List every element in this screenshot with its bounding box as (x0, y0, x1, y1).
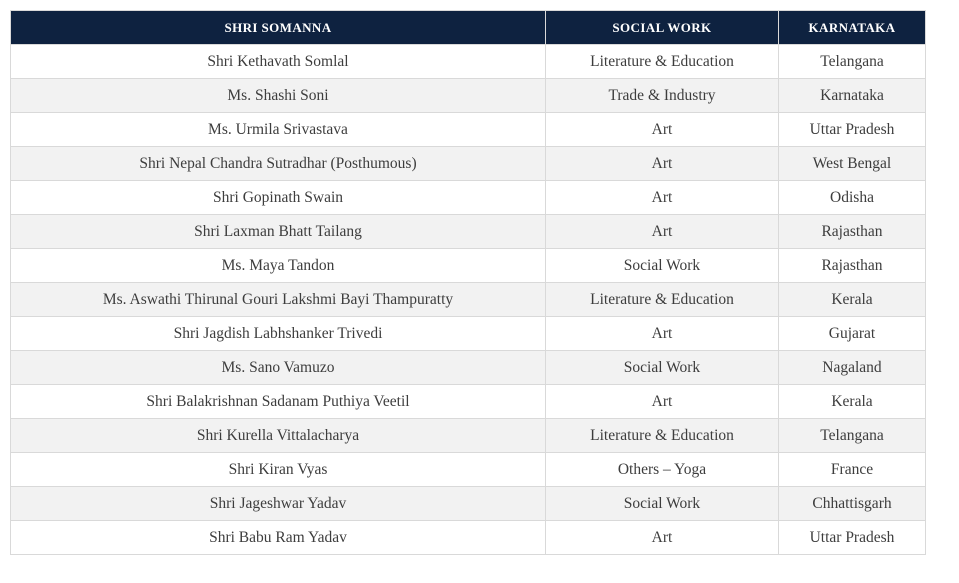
table-row (11, 113, 926, 147)
cell-awardee-name: Ms. Shashi Soni (11, 79, 546, 113)
table-row (11, 453, 926, 487)
cell-awardee-name: Shri Laxman Bhatt Tailang (11, 215, 546, 249)
cell-awardee-name: Ms. Aswathi Thirunal Gouri Lakshmi Bayi Thampuratty (11, 283, 546, 317)
cell-awardee-name: Ms. Maya Tandon (11, 249, 546, 283)
cell-state: Gujarat (779, 317, 926, 351)
table-row (11, 283, 926, 317)
cell-state: Odisha (779, 181, 926, 215)
cell-awardee-name: Shri Babu Ram Yadav (11, 521, 546, 555)
table-row (11, 317, 926, 351)
cell-field: Art (546, 147, 779, 181)
table-row (11, 385, 926, 419)
cell-state: Chhattisgarh (779, 487, 926, 521)
table-row (11, 181, 926, 215)
cell-state: Uttar Pradesh (779, 113, 926, 147)
cell-field: Art (546, 317, 779, 351)
cell-state: Telangana (779, 45, 926, 79)
table-row (11, 487, 926, 521)
cell-state: Kerala (779, 283, 926, 317)
cell-state: France (779, 453, 926, 487)
cell-field: Social Work (546, 249, 779, 283)
cell-awardee-name: Shri Jageshwar Yadav (11, 487, 546, 521)
column-header-field: SOCIAL WORK (546, 11, 779, 45)
cell-awardee-name: Ms. Urmila Srivastava (11, 113, 546, 147)
cell-state: Nagaland (779, 351, 926, 385)
table-body (11, 45, 926, 555)
awards-table-container (10, 10, 925, 555)
column-header-state: KARNATAKA (779, 11, 926, 45)
cell-awardee-name: Shri Kethavath Somlal (11, 45, 546, 79)
cell-awardee-name: Shri Balakrishnan Sadanam Puthiya Veetil (11, 385, 546, 419)
table-row (11, 79, 926, 113)
cell-field: Others – Yoga (546, 453, 779, 487)
cell-field: Literature & Education (546, 419, 779, 453)
cell-field: Art (546, 181, 779, 215)
cell-awardee-name: Shri Nepal Chandra Sutradhar (Posthumous) (11, 147, 546, 181)
cell-state: Telangana (779, 419, 926, 453)
table-header (11, 11, 926, 45)
table-row (11, 215, 926, 249)
table-row (11, 249, 926, 283)
cell-awardee-name: Shri Kurella Vittalacharya (11, 419, 546, 453)
cell-awardee-name: Shri Kiran Vyas (11, 453, 546, 487)
cell-state: Karnataka (779, 79, 926, 113)
cell-awardee-name: Shri Gopinath Swain (11, 181, 546, 215)
cell-field: Art (546, 113, 779, 147)
cell-field: Social Work (546, 351, 779, 385)
table-header-row (11, 11, 926, 45)
cell-field: Art (546, 521, 779, 555)
cell-state: Rajasthan (779, 215, 926, 249)
table-row (11, 419, 926, 453)
cell-awardee-name: Ms. Sano Vamuzo (11, 351, 546, 385)
column-header-awardee: SHRI SOMANNA (11, 11, 546, 45)
cell-field: Art (546, 385, 779, 419)
awards-table (10, 10, 926, 555)
cell-awardee-name: Shri Jagdish Labhshanker Trivedi (11, 317, 546, 351)
table-row (11, 521, 926, 555)
cell-field: Literature & Education (546, 45, 779, 79)
table-row (11, 147, 926, 181)
cell-field: Art (546, 215, 779, 249)
cell-field: Social Work (546, 487, 779, 521)
cell-field: Trade & Industry (546, 79, 779, 113)
table-row (11, 351, 926, 385)
cell-state: West Bengal (779, 147, 926, 181)
cell-field: Literature & Education (546, 283, 779, 317)
cell-state: Uttar Pradesh (779, 521, 926, 555)
table-row (11, 45, 926, 79)
cell-state: Kerala (779, 385, 926, 419)
cell-state: Rajasthan (779, 249, 926, 283)
